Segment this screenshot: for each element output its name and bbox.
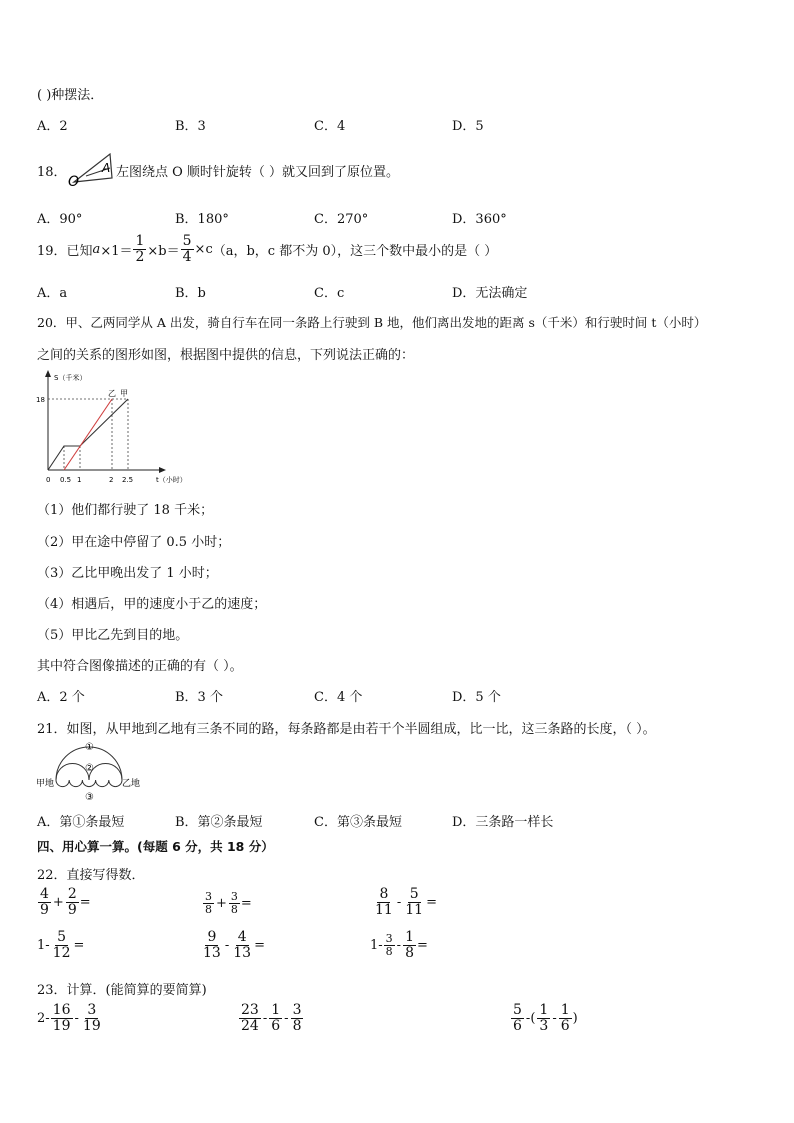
q18-option-c[interactable]: C．270°: [314, 212, 369, 227]
q21-route-1-label: ①: [85, 742, 94, 753]
q20-y-tick-18: 18: [36, 396, 45, 404]
q20-label-yi: 乙: [108, 389, 116, 398]
q20-text-line1: 20．甲、乙两同学从 A 出发，骑自行车在同一条路上行驶到 B 地，他们离出发地的距离 s（千米）和行驶时间 t（小时）: [37, 315, 707, 330]
q17-option-a[interactable]: A．2: [37, 119, 68, 134]
q22-expression-4: 1- $\frac{5}{12}$ =: [37, 929, 85, 961]
q19-prefix: 19．已知: [37, 243, 93, 259]
q21-route-3-label: ③: [85, 792, 94, 803]
q22-expression-1: $\frac{4}{9}$ + $\frac{2}{9}$ =: [40, 886, 91, 918]
q22-title: 22．直接写得数．: [37, 868, 145, 883]
q19-question: [37, 234, 497, 264]
q20-y-axis-label: S（千米）: [54, 374, 87, 382]
q21-option-b[interactable]: B．第②条最短: [175, 815, 263, 830]
q19-fraction-2: $\frac{5}{4}$: [182, 233, 192, 265]
q23-expression-2: $\frac{23}{24}$ - $\frac{1}{6}$ - $\frac{3}{8}$: [241, 1002, 302, 1034]
q18-point-o: O: [68, 174, 80, 190]
q20-x-tick-0.5: 0.5: [60, 476, 72, 484]
q22-expression-6: 1- $\frac{3}{8}$ - $\frac{1}{8}$ =: [370, 929, 428, 961]
q19-times1: ×1＝: [100, 243, 133, 259]
q18-option-a[interactable]: A．90°: [37, 212, 83, 227]
q20-option-c[interactable]: C．4 个: [314, 690, 363, 705]
q21-label-start: 甲地: [36, 779, 55, 789]
q20-statement-3: （3）乙比甲晚出发了 1 小时；: [37, 566, 218, 581]
q23-expression-1: 2- $\frac{16}{19}$ - $\frac{3}{19}$: [37, 1002, 101, 1034]
q20-statement-2: （2）甲在途中停留了 0.5 小时；: [37, 535, 231, 550]
q23-expression-3: $\frac{5}{6}$ -( $\frac{1}{3}$ - $\frac{1}{6}$ ): [513, 1002, 578, 1034]
q21-option-c[interactable]: C．第③条最短: [314, 815, 402, 830]
q21-label-end: 乙地: [122, 779, 141, 789]
q20-statement-5: （5）甲比乙先到目的地。: [37, 628, 189, 643]
q19-option-d[interactable]: D．无法确定: [452, 286, 528, 301]
q20-option-a[interactable]: A．2 个: [37, 690, 85, 705]
q21-semicircle-routes-figure: [36, 740, 146, 802]
q19-suffix: （a，b，c 都不为 0），这三个数中最小的是（ ）: [212, 243, 498, 259]
q20-x-tick-0: 0: [46, 476, 51, 484]
q17-option-b[interactable]: B．3: [175, 119, 206, 134]
q18-text: 左图绕点 O 顺时针旋转（ ）就又回到了原位置。: [116, 165, 400, 180]
q20-x-tick-1: 1: [77, 476, 82, 484]
q18-option-d[interactable]: D．360°: [452, 212, 507, 227]
q19-times-c: ×c: [194, 241, 213, 257]
q22-expression-3: $\frac{8}{11}$ - $\frac{5}{11}$ =: [375, 886, 437, 918]
q20-x-tick-2: 2: [109, 476, 114, 484]
q23-title: 23．计算．(能简算的要简算): [37, 983, 207, 998]
q18-option-b[interactable]: B．180°: [175, 212, 229, 227]
q17-option-d[interactable]: D．5: [452, 119, 484, 134]
q21-option-d[interactable]: D．三条路一样长: [452, 815, 554, 830]
q21-text: 21．如图，从甲地到乙地有三条不同的路，每条路都是由若干个半圆组成，比一比，这三条路的长度，（ ）。: [37, 722, 656, 737]
q22-expression-5: $\frac{9}{13}$ - $\frac{4}{13}$ =: [203, 929, 265, 961]
q18-point-a: A: [102, 161, 111, 175]
q20-x-tick-2.5: 2.5: [122, 476, 134, 484]
q20-question: 其中符合图像描述的正确的有（ ）。: [37, 659, 243, 674]
q19-option-b[interactable]: B．b: [175, 286, 206, 301]
q19-times-b: ×b＝: [147, 243, 180, 259]
q20-text-line2: 之间的关系的图形如图，根据图中提供的信息，下列说法正确的：: [37, 348, 415, 363]
q19-fraction-1: $\frac{1}{2}$: [135, 233, 145, 265]
section-4-title: 四、用心算一算。(每题 6 分，共 18 分）: [37, 839, 274, 854]
q18-rotation-figure: [66, 150, 116, 188]
q20-statement-4: （4）相遇后，甲的速度小于乙的速度；: [37, 597, 267, 612]
q19-option-c[interactable]: C．c: [314, 286, 345, 301]
q20-distance-time-graph: [30, 368, 187, 486]
q20-x-axis-label: t（小时）: [156, 476, 187, 484]
q20-statement-1: （1）他们都行驶了 18 千米；: [37, 503, 214, 518]
q20-option-d[interactable]: D．5 个: [452, 690, 501, 705]
q17-text: ( )种摆法．: [37, 88, 104, 103]
q17-option-c[interactable]: C．4: [314, 119, 346, 134]
q19-option-a[interactable]: A．a: [37, 286, 68, 301]
q21-option-a[interactable]: A．第①条最短: [37, 815, 125, 830]
q22-expression-2: $\frac{3}{8}$ + $\frac{3}{8}$ =: [205, 890, 252, 916]
q18-number: 18．: [37, 165, 67, 180]
q20-label-jia: 甲: [120, 389, 128, 398]
q20-option-b[interactable]: B．3 个: [175, 690, 223, 705]
q19-var-a: a: [92, 241, 101, 257]
q21-route-2-label: ②: [85, 763, 94, 774]
